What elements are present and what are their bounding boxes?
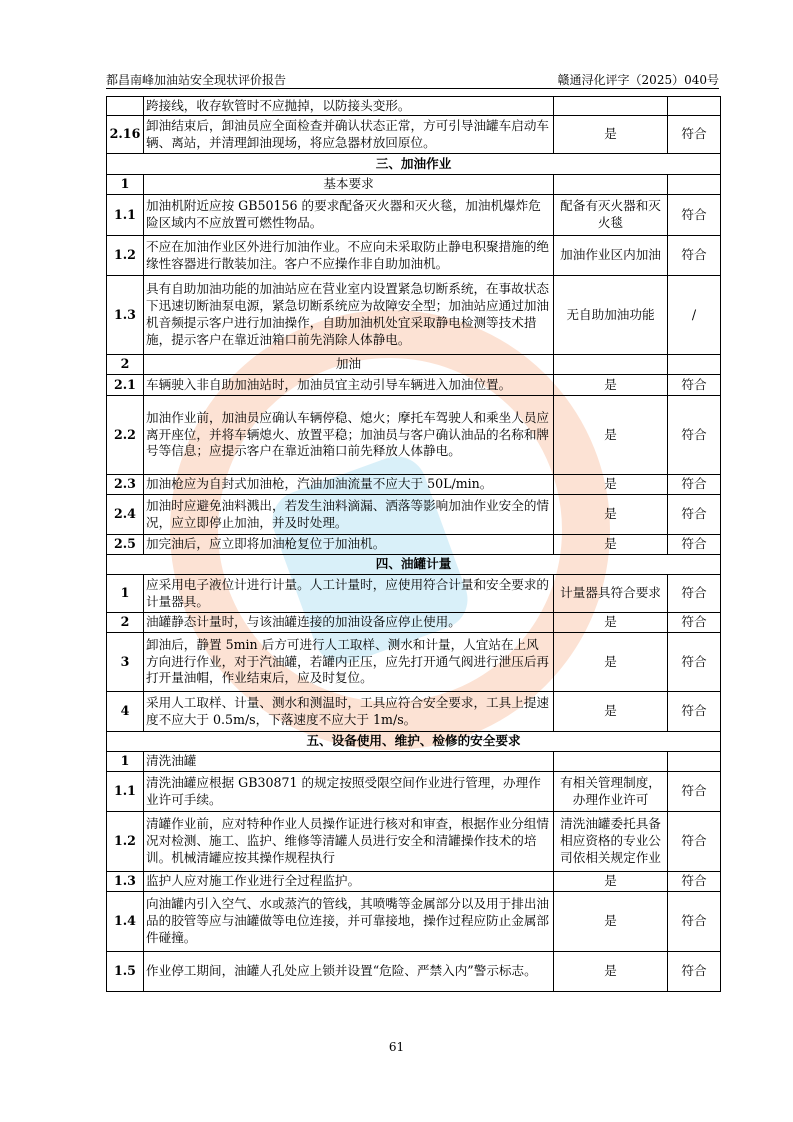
subsection-title: 清洗油罐: [144, 752, 554, 772]
table-row: [107, 633, 721, 692]
report-number: 赣通浔化评字（2025）040号: [557, 73, 719, 87]
row-number: 2.3: [107, 475, 144, 495]
conclusion: 符合: [668, 475, 721, 495]
check-result: 清洗油罐委托具备相应资格的专业公司依相关规定作业: [554, 812, 668, 872]
check-result: 有相关管理制度，办理作业许可: [554, 772, 668, 812]
conclusion-cell: [668, 752, 721, 772]
requirement-text: 油罐静态计量时，与该油罐连接的加油设备应停止使用。: [144, 613, 554, 633]
check-result: 是: [554, 692, 668, 732]
conclusion-cell: [668, 175, 721, 195]
requirement-text: 加油机附近应按 GB50156 的要求配备灭火器和灭火毯，加油机爆炸危险区域内不应放置可燃性物品。: [144, 195, 554, 236]
subsection-row: [107, 752, 721, 772]
row-number: 1: [107, 575, 144, 613]
requirement-text: 卸油结束后，卸油员应全面检查并确认状态正常，方可引导油罐车启动车辆、离站，并清理卸油现场，将应急器材放回原位。: [144, 116, 554, 154]
result-cell: [554, 752, 668, 772]
conclusion: [668, 97, 721, 116]
requirement-text: 应采用电子液位计进行计量。人工计量时，应使用符合计量和安全要求的计量器具。: [144, 575, 554, 613]
conclusion-cell: [668, 355, 721, 375]
requirement-text: 具有自助加油功能的加油站应在营业室内设置紧急切断系统，在事故状态下迅速切断油泵电源，紧急切断系统应为故障安全型；加油站应通过加油机音频提示客户进行加油操作，自助加油机处宜采取静电检测等技术措施，提示客户在靠近油箱口前先消除人体静电。: [144, 276, 554, 355]
subsection-title: 加油: [144, 355, 554, 375]
conclusion: 符合: [668, 575, 721, 613]
table-row: [107, 495, 721, 535]
conclusion: 符合: [668, 772, 721, 812]
check-result: 是: [554, 535, 668, 555]
row-number: 1.5: [107, 952, 144, 992]
check-result: 是: [554, 952, 668, 992]
requirement-text: 清罐作业前，应对特种作业人员操作证进行核对和审查，根据作业分组情况对检测、施工、监护、维修等清罐人员进行安全和清罐操作技术的培训。机械清罐应按其操作规程执行: [144, 812, 554, 872]
row-number: 2.2: [107, 396, 144, 475]
requirement-text: 采用人工取样、计量、测水和测温时，工具应符合安全要求，工具上提速度不应大于 0.5m/s，下落速度不应大于 1m/s。: [144, 692, 554, 732]
row-number: 1.3: [107, 276, 144, 355]
section-title: 四、油罐计量: [107, 555, 721, 575]
section-title: 三、加油作业: [107, 154, 721, 175]
row-number: 3: [107, 633, 144, 692]
table-row: [107, 613, 721, 633]
table-row: [107, 116, 721, 154]
subsection-row: [107, 355, 721, 375]
check-result: 是: [554, 116, 668, 154]
requirement-text: 加油作业前，加油员应确认车辆停稳、熄火；摩托车驾驶人和乘坐人员应离开座位，并将车辆熄火、放置平稳；加油员与客户确认油品的名称和牌号等信息；应提示客户在靠近油箱口前先释放人体静电。: [144, 396, 554, 475]
conclusion: /: [668, 276, 721, 355]
row-number: 1.2: [107, 812, 144, 872]
requirement-text: 向油罐内引入空气、水或蒸汽的管线，其喷嘴等金属部分以及用于排出油品的胶管等应与油罐做等电位连接，并可靠接地，操作过程应防止金属部件碰撞。: [144, 892, 554, 952]
conclusion: 符合: [668, 613, 721, 633]
section-row: [107, 154, 721, 175]
conclusion: 符合: [668, 396, 721, 475]
row-number: 2: [107, 613, 144, 633]
requirement-text: 加完油后，应立即将加油枪复位于加油机。: [144, 535, 554, 555]
requirement-text: 不应在加油作业区外进行加油作业。不应向未采取防止静电积聚措施的绝缘性容器进行散装加注。客户不应操作非自助加油机。: [144, 236, 554, 276]
row-number: 1.3: [107, 872, 144, 892]
conclusion: 符合: [668, 812, 721, 872]
table-row: [107, 97, 721, 116]
check-result: 是: [554, 892, 668, 952]
table-row: [107, 236, 721, 276]
requirement-text: 监护人应对施工作业进行全过程监护。: [144, 872, 554, 892]
conclusion: 符合: [668, 535, 721, 555]
row-number: 1.4: [107, 892, 144, 952]
table-row: [107, 772, 721, 812]
section-title: 五、设备使用、维护、检修的安全要求: [107, 732, 721, 752]
requirement-text: 加油时应避免油料溅出，若发生油料滴漏、洒落等影响加油作业安全的情况，应立即停止加油，并及时处理。: [144, 495, 554, 535]
subsection-title: 基本要求: [144, 175, 554, 195]
table-row: [107, 396, 721, 475]
table-row: [107, 535, 721, 555]
conclusion: 符合: [668, 892, 721, 952]
table-row: [107, 892, 721, 952]
row-number: 2.16: [107, 116, 144, 154]
conclusion: 符合: [668, 375, 721, 396]
check-result: 加油作业区内加油: [554, 236, 668, 276]
conclusion: 符合: [668, 872, 721, 892]
row-number: 1: [107, 175, 144, 195]
check-result: 配备有灭火器和灭火毯: [554, 195, 668, 236]
row-number: 2.4: [107, 495, 144, 535]
conclusion: 符合: [668, 952, 721, 992]
page-number: 61: [388, 1040, 405, 1054]
table-row: [107, 812, 721, 872]
conclusion: 符合: [668, 236, 721, 276]
conclusion: 符合: [668, 633, 721, 692]
section-row: [107, 732, 721, 752]
result-cell: [554, 175, 668, 195]
result-cell: [554, 355, 668, 375]
check-result: 是: [554, 872, 668, 892]
table-row: [107, 872, 721, 892]
requirement-text: 卸油后，静置 5min 后方可进行人工取样、测水和计量，人宜站在上风方向进行作业，对于汽油罐，若罐内正压，应先打开通气阀进行泄压后再打开量油帽，作业结束后，应及时复位。: [144, 633, 554, 692]
check-result: 是: [554, 475, 668, 495]
section-row: [107, 555, 721, 575]
row-number: 2: [107, 355, 144, 375]
check-result: 无自助加油功能: [554, 276, 668, 355]
row-number: [107, 97, 144, 116]
check-result: 是: [554, 495, 668, 535]
subsection-row: [107, 175, 721, 195]
check-result: 是: [554, 375, 668, 396]
table-row: [107, 195, 721, 236]
report-title: 都昌南峰加油站安全现状评价报告: [106, 73, 287, 87]
check-result: 计量器具符合要求: [554, 575, 668, 613]
conclusion: 符合: [668, 195, 721, 236]
page-header: [106, 70, 719, 89]
row-number: 1.2: [107, 236, 144, 276]
row-number: 1: [107, 752, 144, 772]
requirement-text: 加油枪应为自封式加油枪，汽油加油流量不应大于 50L/min。: [144, 475, 554, 495]
row-number: 1.1: [107, 772, 144, 812]
table-row: [107, 276, 721, 355]
check-result: 是: [554, 396, 668, 475]
check-result: [554, 97, 668, 116]
requirement-text: 跨接线，收存软管时不应抛掉，以防接头变形。: [144, 97, 554, 116]
table-row: [107, 952, 721, 992]
row-number: 1.1: [107, 195, 144, 236]
table-row: [107, 475, 721, 495]
requirement-text: 清洗油罐应根据 GB30871 的规定按照受限空间作业进行管理，办理作业许可手续。: [144, 772, 554, 812]
check-result: 是: [554, 613, 668, 633]
row-number: 4: [107, 692, 144, 732]
conclusion: 符合: [668, 495, 721, 535]
conclusion: 符合: [668, 692, 721, 732]
requirement-text: 作业停工期间，油罐人孔处应上锁并设置“危险、严禁入内”警示标志。: [144, 952, 554, 992]
requirement-text: 车辆驶入非自助加油站时，加油员宜主动引导车辆进入加油位置。: [144, 375, 554, 396]
row-number: 2.1: [107, 375, 144, 396]
table-row: [107, 575, 721, 613]
check-result: 是: [554, 633, 668, 692]
safety-checklist-table: [106, 96, 721, 992]
conclusion: 符合: [668, 116, 721, 154]
table-row: [107, 692, 721, 732]
row-number: 2.5: [107, 535, 144, 555]
table-row: [107, 375, 721, 396]
